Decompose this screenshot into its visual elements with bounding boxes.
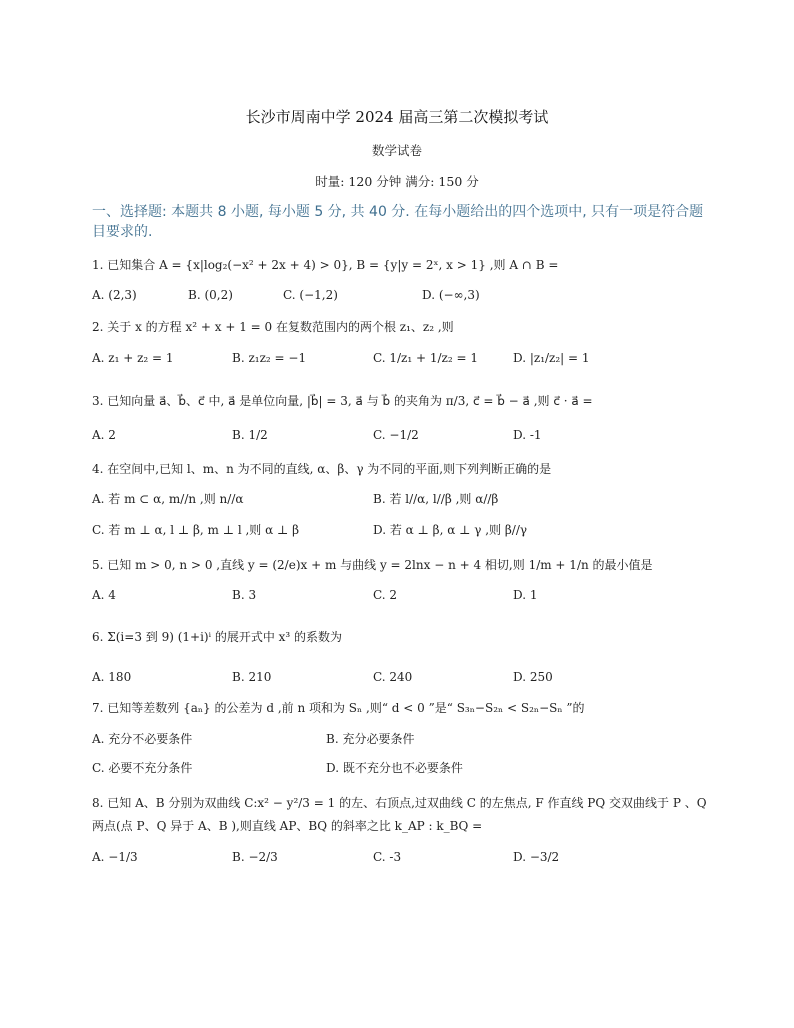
- question-6-option-b: B. 210: [232, 670, 272, 684]
- question-7-stem: 7. 已知等差数列 {aₙ} 的公差为 d ,前 n 项和为 Sₙ ,则“ d < 0 ”是“ S₃ₙ−S₂ₙ < S₂ₙ−Sₙ ”的: [92, 701, 585, 715]
- question-2-option-c: C. 1/z₁ + 1/z₂ = 1: [373, 351, 479, 365]
- question-8-option-c: C. -3: [373, 850, 402, 864]
- question-2-option-d: D. |z₁/z₂| = 1: [513, 351, 590, 365]
- section-heading: 一、选择题: 本题共 8 小题, 每小题 5 分, 共 40 分. 在每小题给出的四个选项中, 只有一项是符合题目要求的.: [92, 204, 704, 240]
- question-6-stem: 6. Σ(i=3 到 9) (1+i)ⁱ 的展开式中 x³ 的系数为: [92, 630, 343, 644]
- question-3-option-a: A. 2: [92, 428, 116, 442]
- question-4-option-c: C. 若 m ⊥ α, l ⊥ β, m ⊥ l ,则 α ⊥ β: [92, 523, 300, 537]
- question-7-option-a: A. 充分不必要条件: [92, 732, 193, 746]
- question-3-option-b: B. 1/2: [232, 428, 268, 442]
- question-6-option-d: D. 250: [513, 670, 553, 684]
- question-4-option-d: D. 若 α ⊥ β, α ⊥ γ ,则 β//γ: [373, 523, 528, 537]
- question-4-stem: 4. 在空间中,已知 l、m、n 为不同的直线, α、β、γ 为不同的平面,则下列判断正确的是: [92, 462, 552, 476]
- question-3-stem: 3. 已知向量 a⃗、b⃗、c⃗ 中, a⃗ 是单位向量, |b⃗| = 3, a⃗ 与 b⃗ 的夹角为 π/3, c⃗ = b⃗ − a⃗ ,则 c⃗ · a⃗ =: [92, 394, 593, 408]
- question-8-stem: 8. 已知 A、B 分别为双曲线 C:x² − y²/3 = 1 的左、右顶点,过双曲线 C 的左焦点, F 作直线 PQ 交双曲线于 P 、Q 两点(点 P、Q 异于 A、B ),则直线 AP、BQ 的斜率之比 k_AP : k_BQ =: [92, 796, 707, 833]
- question-1-option-d: D. (−∞,3): [422, 288, 480, 302]
- exam-time-info: 时量: 120 分钟 满分: 150 分: [315, 174, 479, 189]
- question-5-option-a: A. 4: [92, 588, 116, 602]
- question-2-option-a: A. z₁ + z₂ = 1: [92, 351, 174, 365]
- question-5-option-b: B. 3: [232, 588, 257, 602]
- question-5-option-d: D. 1: [513, 588, 538, 602]
- question-7-option-d: D. 既不充分也不必要条件: [326, 761, 463, 775]
- question-1-option-b: B. (0,2): [188, 288, 233, 302]
- question-8-option-b: B. −2/3: [232, 850, 278, 864]
- question-1-option-a: A. (2,3): [92, 288, 137, 302]
- question-8-option-d: D. −3/2: [513, 850, 560, 864]
- question-4-option-a: A. 若 m ⊂ α, m//n ,则 n//α: [92, 492, 244, 506]
- question-6-option-a: A. 180: [92, 670, 132, 684]
- question-1-option-c: C. (−1,2): [283, 288, 338, 302]
- exam-subject: 数学试卷: [371, 143, 422, 158]
- question-2-option-b: B. z₁z₂ = −1: [232, 351, 307, 365]
- question-7-option-c: C. 必要不充分条件: [92, 761, 193, 775]
- question-7-option-b: B. 充分必要条件: [326, 732, 415, 746]
- question-3-option-d: D. -1: [513, 428, 542, 442]
- question-5-stem: 5. 已知 m > 0, n > 0 ,直线 y = (2/e)x + m 与曲线 y = 2lnx − n + 4 相切,则 1/m + 1/n 的最小值是: [92, 558, 653, 572]
- question-6-option-c: C. 240: [373, 670, 413, 684]
- question-5-option-c: C. 2: [373, 588, 398, 602]
- question-4-option-b: B. 若 l//α, l//β ,则 α//β: [373, 492, 499, 506]
- exam-title: 长沙市周南中学 2024 届高三第二次模拟考试: [245, 108, 549, 126]
- question-8-option-a: A. −1/3: [92, 850, 138, 864]
- question-2-stem: 2. 关于 x 的方程 x² + x + 1 = 0 在复数范围内的两个根 z₁、z₂ ,则: [92, 320, 454, 334]
- question-3-option-c: C. −1/2: [373, 428, 419, 442]
- question-1-stem: 1. 已知集合 A = {x|log₂(−x² + 2x + 4) > 0}, B = {y|y = 2ˣ, x > 1} ,则 A ∩ B =: [92, 258, 559, 272]
